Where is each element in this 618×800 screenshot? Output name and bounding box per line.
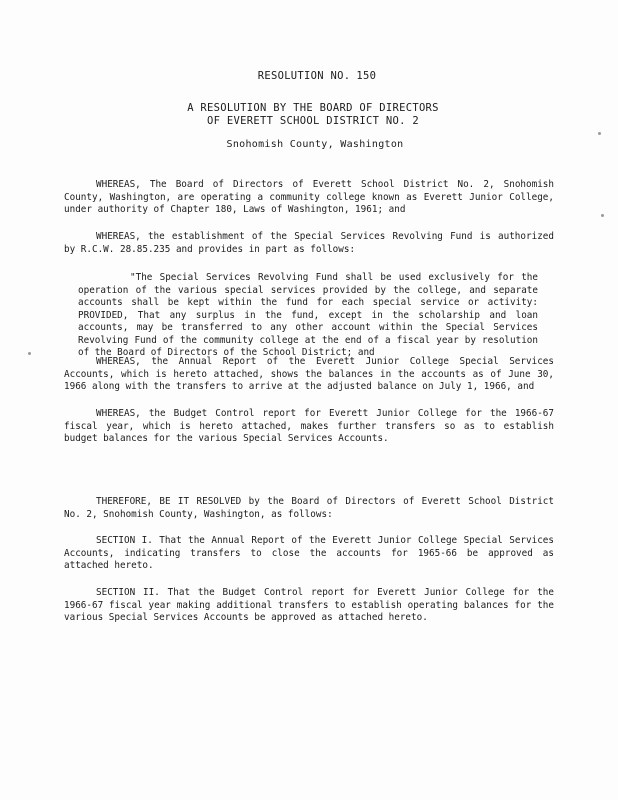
scan-speck [28,352,31,355]
section-2-paragraph: SECTION II. That the Budget Control report for Everett Junior College for the 1966-67 fiscal year making additional transfers to establish operating balances for the various Special Services Accounts be approved as attached hereto. [64,587,554,623]
county-line: Snohomish County, Washington [226,139,404,150]
whereas-paragraph-2: WHEREAS, the establishment of the Special Services Revolving Fund is authorized by R.C.W. 28.85.235 and provides in part as follows: [64,231,554,255]
resolution-title-line-2: OF EVERETT SCHOOL DISTRICT NO. 2 [207,115,419,127]
resolution-label: RESOLUTION NO. [257,70,351,82]
whereas-paragraph-3: WHEREAS, the Annual Report of the Everett Junior College Special Services Accounts, which is hereto attached, shows the balances in the accounts as of June 30, 1966 along with the transfers to arrive at the adjusted balance on July 1, 1966, and [64,356,554,392]
whereas-paragraph-4: WHEREAS, the Budget Control report for Everett Junior College for the 1966-67 fiscal year, which is hereto attached, makes further transfers so as to establish budget balances for the various Special Services Accounts. [64,408,554,444]
resolution-number-heading [8,70,618,82]
statute-quote: "The Special Services Revolving Fund shall be used exclusively for the operation of the various special services provided by the college, and separate accounts shall be kept within the fund for each special service or activity: PROVIDED, That any surplus in the fund, except in the scholarship and loan accounts, may be transferred to any other account within the Special Services Revolving Fund of the community college at the end of a fiscal year by resolution of the Board of Directors of the School District; and [78,272,538,358]
whereas-paragraph-1: WHEREAS, The Board of Directors of Everett School District No. 2, Snohomish County, Washington, are operating a community college known as Everett Junior College, under authority of Chapter 180, Laws of Washington, 1961; and [64,179,554,215]
resolution-title-line-1: A RESOLUTION BY THE BOARD OF DIRECTORS [187,102,439,114]
resolution-number: 150 [356,70,377,82]
scan-speck [598,132,601,135]
therefore-paragraph: THEREFORE, BE IT RESOLVED by the Board of Directors of Everett School District No. 2, Snohomish County, Washington, as follows: [64,496,554,520]
section-1-paragraph: SECTION I. That the Annual Report of the Everett Junior College Special Services Accounts, indicating transfers to close the accounts for 1965-66 be approved as attached hereto. [64,535,554,571]
scan-speck [601,214,604,217]
